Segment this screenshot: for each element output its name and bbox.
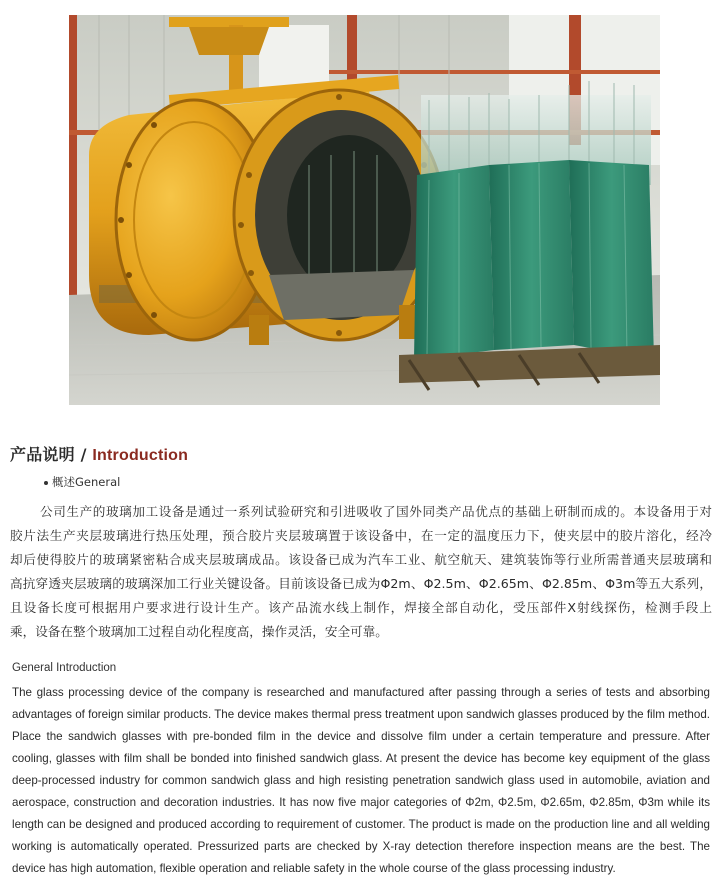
bullet-icon — [44, 481, 48, 485]
autoclave-illustration — [69, 15, 660, 405]
paragraph-line: advantages of foreign similar products. The device makes thermal press treatment upon sandwich glasses produced by the film method. — [12, 708, 710, 721]
paragraph-line: Place the sandwich glasses with pre-bonded film in the device and dissolve film under a certain temperature and pressure. After — [12, 730, 710, 743]
overview-subheading — [44, 474, 120, 490]
paragraph-line: length can be designed and produced according to requirement of customer. The product is made on the production line and all welding — [12, 818, 710, 831]
paragraph-line: 公司生产的玻璃加工设备是通过一系列试验研究和引进吸收了国外同类产品优点的基础上研制而成的。本设备用于对 — [40, 504, 712, 519]
product-photo — [69, 15, 660, 405]
section-title-cn: 产品说明 — [10, 445, 75, 464]
paragraph-line: cooling, glasses with film shall be bonded into finished sandwich glass. At present the device has become key equipment of the glass — [12, 752, 710, 765]
paragraph-line: 乘，设备在整个玻璃加工过程自动化程度高，操作灵活，安全可靠。 — [10, 624, 388, 639]
general-introduction-heading: General Introduction — [12, 662, 117, 674]
paragraph-line: deep-processed industry for common sandwich glass and high resisting penetration sandwich glass used in automobile, aviation and — [12, 774, 710, 787]
section-title-en: Introduction — [92, 447, 189, 464]
paragraph-line: 胶片法生产夹层玻璃进行热压处理，预合胶片夹层玻璃置于该设备中，在一定的温度压力下，使夹层中的胶片溶化，经冷 — [10, 528, 712, 543]
paragraph-line: working is automatically operated. Pressurized parts are checked by X-ray detection therefore inspection means are the best. The — [12, 840, 710, 853]
overview-label: 概述General — [52, 475, 121, 489]
chinese-paragraph — [10, 500, 712, 644]
paragraph-line: device has high automation, flexible operation and reliable safety in the whole course of the glass processing industry. — [12, 862, 616, 875]
paragraph-line: aerospace, construction and decoration industries. It has now five major categories of Φ2m, Φ2.5m, Φ2.65m, Φ2.85m, Φ3m while its — [12, 796, 710, 809]
section-title-separator: / — [74, 445, 93, 464]
paragraph-line: 且设备长度可根据用户要求进行设计生产。该产品流水线上制作，焊接全部自动化，受压部件X射线探伤，检测手段上 — [10, 600, 712, 615]
section-title — [10, 442, 188, 465]
english-paragraph — [12, 682, 710, 880]
paragraph-line: 高抗穿透夹层玻璃的玻璃深加工行业关键设备。目前该设备已成为Φ2m、Φ2.5m、Φ2.65m、Φ2.85m、Φ3m等五大系列， — [10, 576, 712, 591]
paragraph-line: The glass processing device of the company is researched and manufactured after passing through a series of tests and absorbing — [12, 686, 710, 699]
paragraph-line: 却后使得胶片的玻璃紧密粘合成夹层玻璃成品。该设备已成为汽车工业、航空航天、建筑装饰等行业所需普通夹层玻璃和 — [10, 552, 712, 567]
